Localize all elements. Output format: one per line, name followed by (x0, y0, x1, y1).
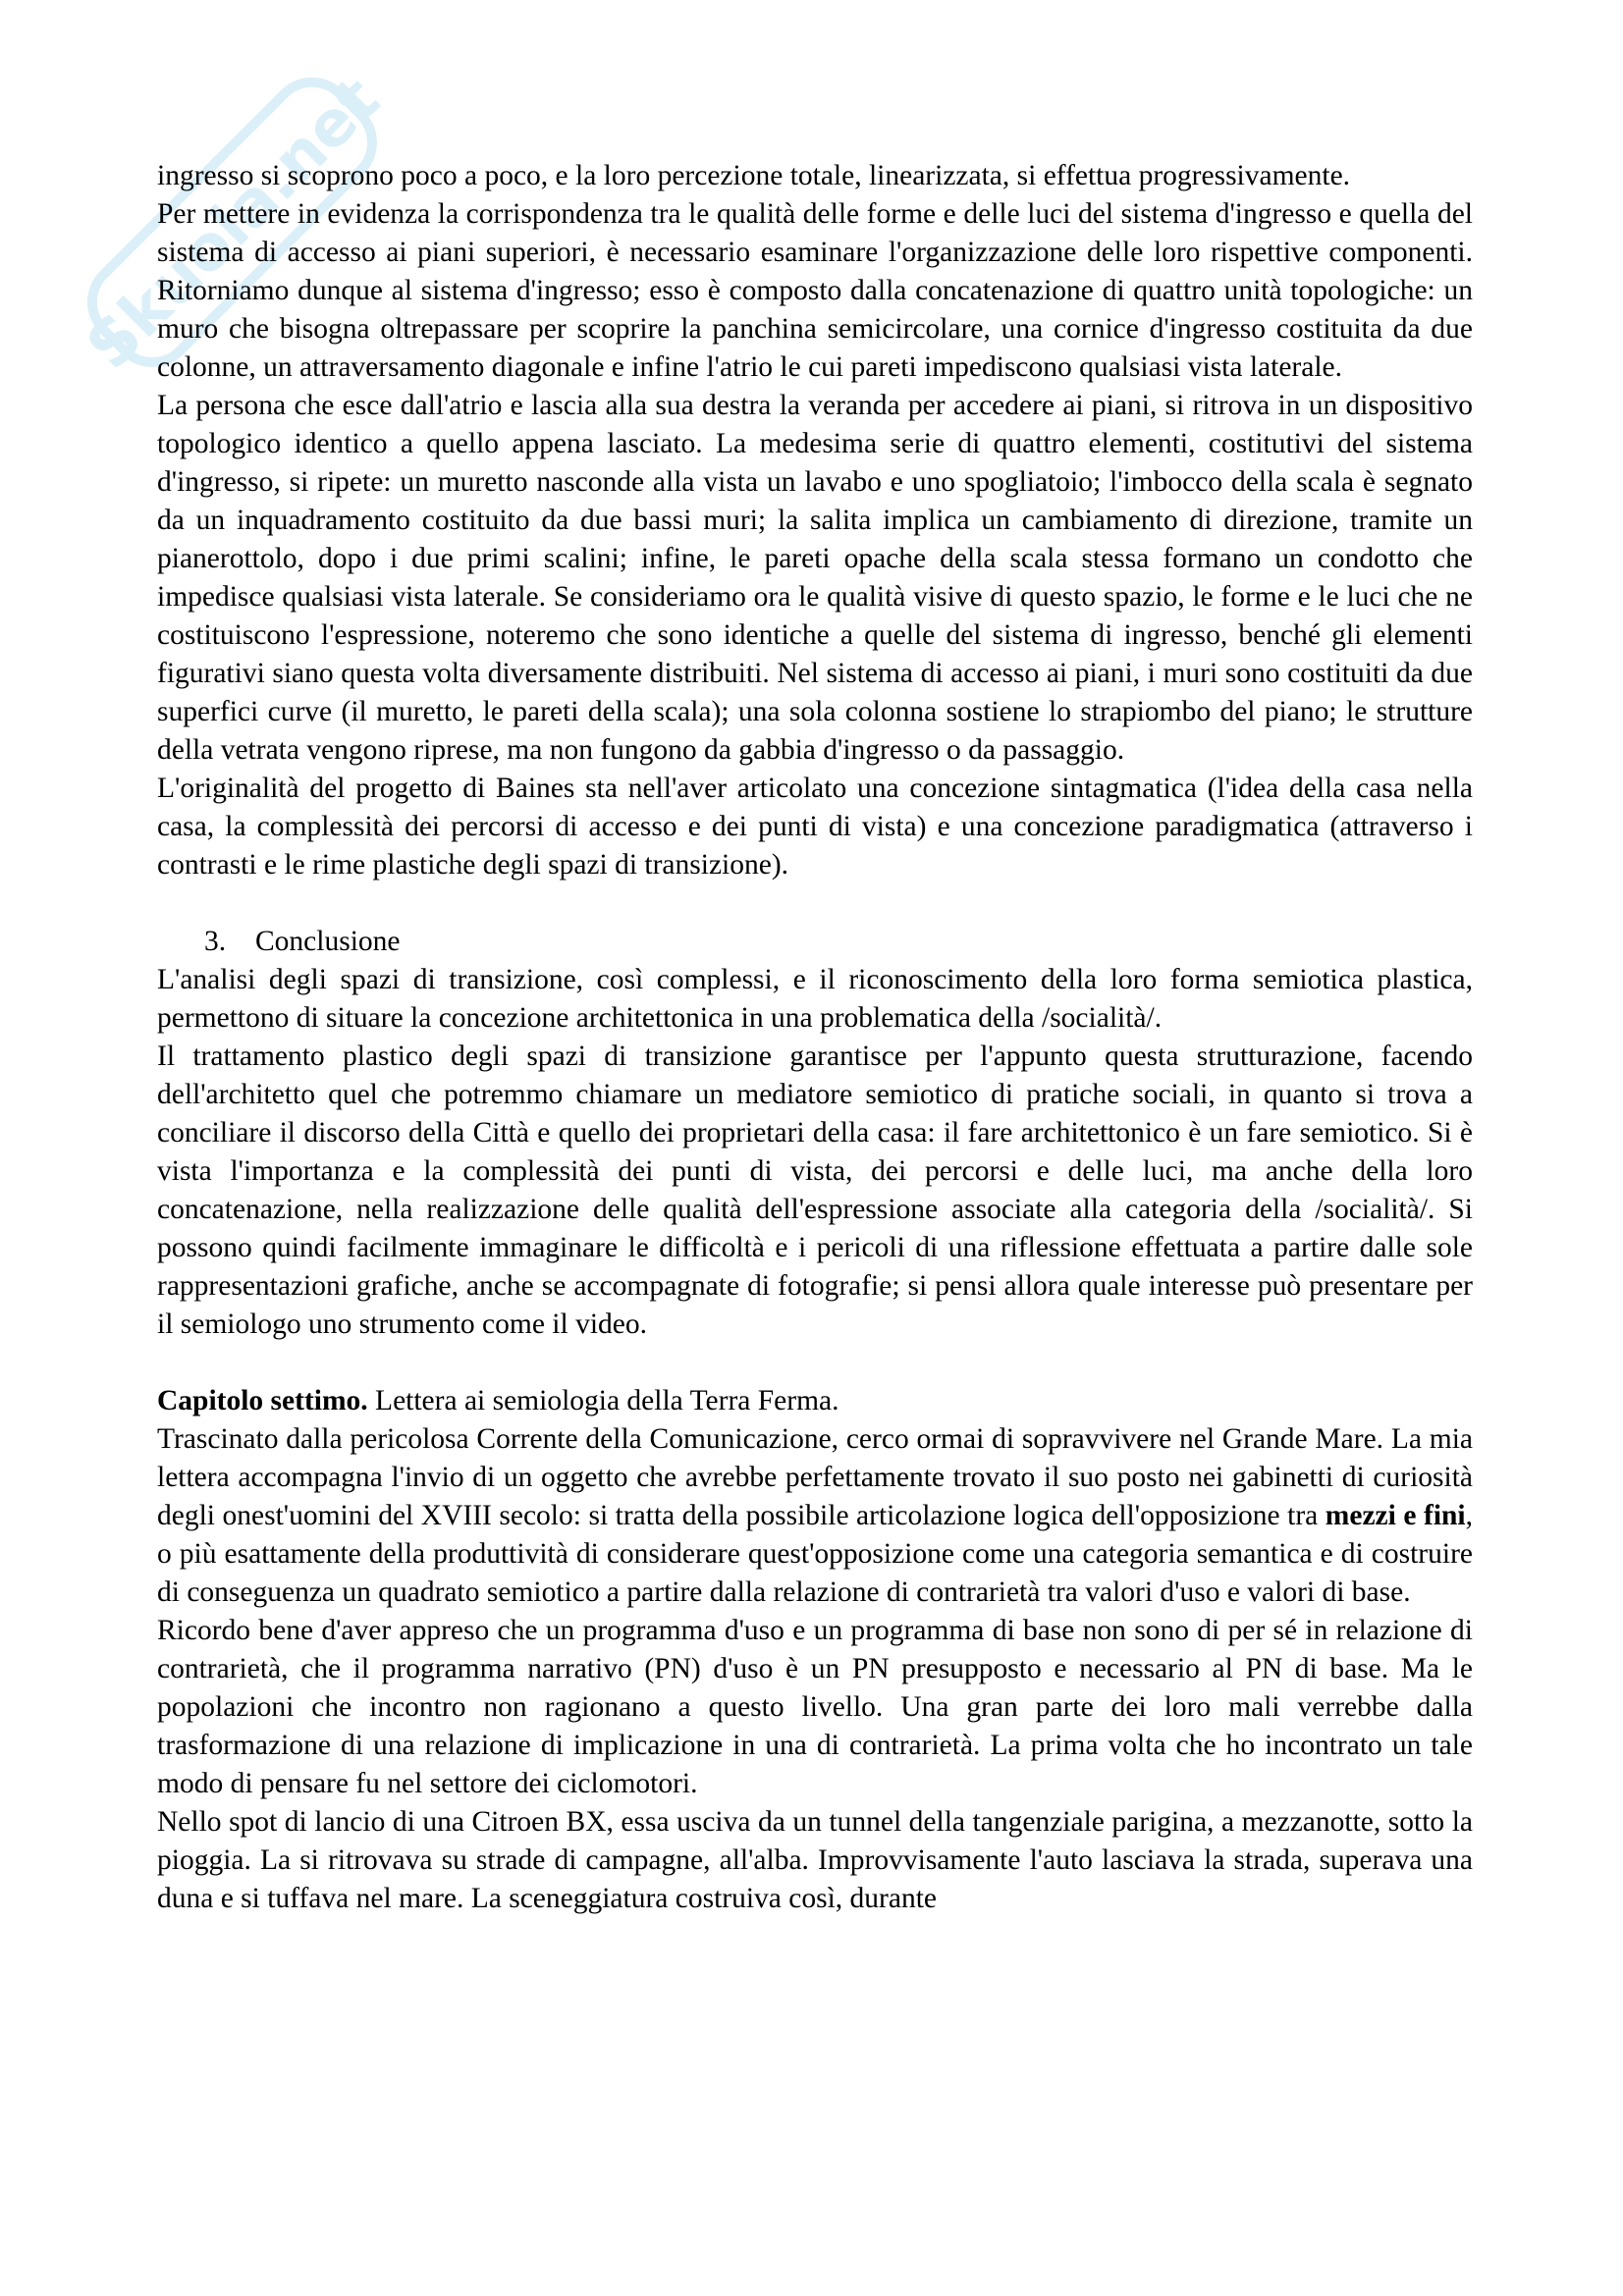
paragraph-text: Trascinato dalla pericolosa Corrente della Comunicazione, cerco ormai di sopravvivere nel Grande Mare. La mia lettera accompagna l'invio di un oggetto che avrebbe perfettamente trovato il suo posto nei gabinetti di curiosità degli onest'uomini del XVIII secolo: si tratta della possibile articolazione logica dell'opposizione tra (157, 1423, 1473, 1531)
spacer (157, 884, 1473, 923)
paragraph-text: , o più esattamente della produttività di considerare quest'opposizione come una categoria semantica e di costruire di conseguenza un quadrato semiotico a partire dalla relazione di contrarietà tra valori d'uso e valori di base. (157, 1500, 1473, 1608)
paragraph: L'originalità del progetto di Baines sta nell'aver articolato una concezione sintagmatica (l'idea della casa nella casa, la complessità dei percorsi di accesso e dei punti di vista) e una concezione paradigmatica (attraverso i contrasti e le rime plastiche degli spazi di transizione). (157, 773, 1473, 881)
chapter-title: Lettera ai semiologia della Terra Ferma. (367, 1385, 839, 1416)
paragraph: Il trattamento plastico degli spazi di transizione garantisce per l'appunto questa strutturazione, facendo dell'architetto quel che potremmo chiamare un mediatore semiotico di pratiche sociali, in quanto si trova a conciliare il discorso della Città e quello dei proprietari della casa: il fare architettonico è un fare semiotico. Si è vista l'importanza e la complessità dei punti di vista, dei percorsi e delle luci, ma anche della loro concatenazione, nella realizzazione delle qualità dell'espressione associate alla categoria della /socialità/. Si possono quindi facilmente immaginare le difficoltà e i pericoli di una riflessione effettuata a partire dalle sole rappresentazioni grafiche, anche se accompagnate di fotografie; si pensi allora quale interesse può presentare per il semiologo uno strumento come il video. (157, 1041, 1473, 1340)
paragraph: Nello spot di lancio di una Citroen BX, essa usciva da un tunnel della tangenziale parigina, a mezzanotte, sotto la pioggia. La si ritrovava su strade di campagne, all'alba. Improvvisamente l'auto lasciava la strada, superava una duna e si tuffava nel mare. La sceneggiatura costruiva così, durante (157, 1806, 1473, 1914)
spacer (157, 1344, 1473, 1382)
paragraph: ingresso si scoprono poco a poco, e la loro percezione totale, linearizzata, si effettua progressivamente. (157, 160, 1351, 191)
document-page (157, 157, 1473, 1918)
paragraph: Per mettere in evidenza la corrispondenza tra le qualità delle forme e delle luci del sistema d'ingresso e quella del sistema di accesso ai piani superiori, è necessario esaminare l'organizzazione delle loro rispettive componenti. Ritorniamo dunque al sistema d'ingresso; esso è composto dalla concatenazione di quattro unità topologiche: un muro che bisogna oltrepassare per scoprire la panchina semicircolare, una cornice d'ingresso costituita da due colonne, un attraversamento diagonale e infine l'atrio le cui pareti impediscono qualsiasi vista laterale. (157, 198, 1473, 383)
paragraph: L'analisi degli spazi di transizione, così complessi, e il riconoscimento della loro forma semiotica plastica, permettono di situare la concezione architettonica in una problematica della /socialità/. (157, 964, 1473, 1034)
bold-text: mezzi e fini (1325, 1500, 1466, 1531)
paragraph: Ricordo bene d'aver appreso che un programma d'uso e un programma di base non sono di per sé in relazione di contrarietà, che il programma narrativo (PN) d'uso è un PN presupposto e necessario al PN di base. Ma le popolazioni che incontro non ragionano a questo livello. Una gran parte dei loro mali verrebbe dalla trasformazione di una relazione di implicazione in una di contrarietà. La prima volta che ho incontrato un tale modo di pensare fu nel settore dei ciclomotori. (157, 1615, 1473, 1799)
paragraph (157, 1420, 1473, 1612)
section-number: 3. (204, 926, 227, 957)
paragraph: La persona che esce dall'atrio e lascia alla sua destra la veranda per accedere ai piani, si ritrova in un dispositivo topologico identico a quello appena lasciato. La medesima serie di quattro elementi, costitutivi del sistema d'ingresso, si ripete: un muretto nasconde alla vista un lavabo e uno spogliatoio; l'imbocco della scala è segnato da un inquadramento costituito da due bassi muri; la salita implica un cambiamento di direzione, tramite un pianerottolo, dopo i due primi scalini; infine, le pareti opache della scala stessa formano un condotto che impedisce qualsiasi vista laterale. Se consideriamo ora le qualità visive di questo spazio, le forme e le luci che ne costituiscono l'espressione, noteremo che sono identiche a quelle del sistema di ingresso, benché gli elementi figurativi siano questa volta diversamente distribuiti. Nel sistema di accesso ai piani, i muri sono costituiti da due superfici curve (il muretto, le pareti della scala); una sola colonna sostiene lo strapiombo del piano; le strutture della vetrata vengono riprese, ma non fungono da gabbia d'ingresso o da passaggio. (157, 390, 1473, 766)
chapter-label: Capitolo settimo. (157, 1385, 368, 1416)
section-title: Conclusione (255, 926, 401, 957)
chapter-heading (157, 1382, 1473, 1420)
watermark-text: Skuola.net (73, 63, 394, 384)
section-heading (157, 923, 1473, 961)
